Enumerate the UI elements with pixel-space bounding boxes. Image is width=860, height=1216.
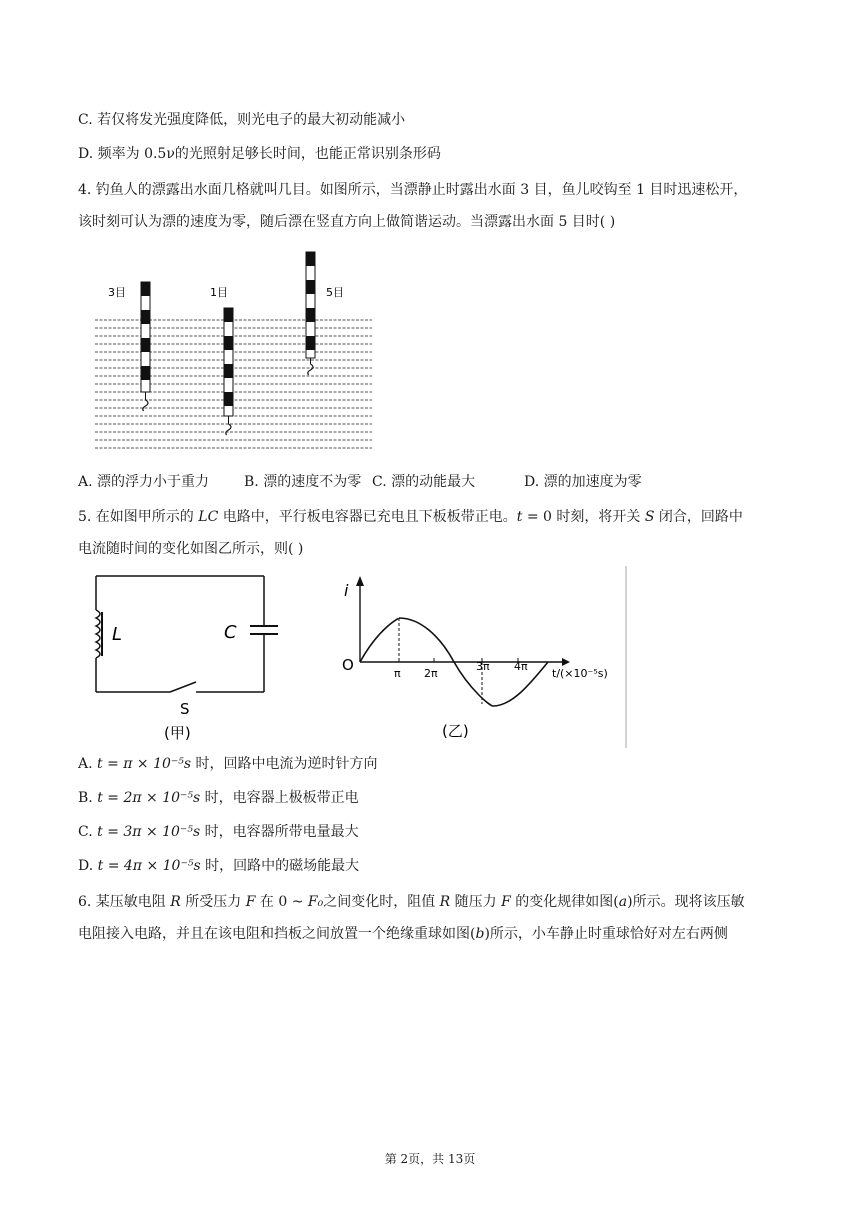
float-3-mu [141, 282, 150, 411]
q5-option-b: B. t = 2π × 10⁻⁵s 时，电容器上极板带正电 [78, 790, 359, 806]
q5-stem-line2: 电流随时间的变化如图乙所示，则( ) [78, 541, 304, 557]
float-1-mu [224, 308, 233, 435]
q4-option-c: C. 漂的动能最大 [372, 474, 476, 490]
q5-circuit-jia [88, 568, 288, 748]
q5-stem-line1: 5. 在如图甲所示的 LC 电路中，平行板电容器已充电且下板板带正电。t = 0 时刻，将开关 S 闭合，回路中 [78, 509, 743, 525]
q4-option-b: B. 漂的速度不为零 [244, 474, 362, 490]
q5-option-a: A. t = π × 10⁻⁵s 时，回路中电流为逆时针方向 [78, 756, 378, 772]
q3-option-c: C. 若仅将发光强度降低，则光电子的最大初动能减小 [78, 112, 406, 128]
inductor-coil [96, 610, 100, 658]
label-3-mu: 3目 [108, 286, 126, 299]
q4-option-a: A. 漂的浮力小于重力 [78, 474, 210, 490]
inductor-label: L [112, 624, 123, 645]
origin-label: O [342, 656, 354, 674]
q4-stem-line2: 该时刻可认为漂的速度为零，随后漂在竖直方向上做简谐运动。当漂露出水面 5 目时( ) [78, 214, 616, 230]
caption-yi: (乙) [442, 722, 469, 740]
tick-4pi: 4π [514, 660, 528, 673]
float-5-mu [306, 252, 315, 375]
caption-jia: (甲) [164, 724, 191, 742]
tick-3pi: 3π [476, 660, 490, 673]
switch-label: S [180, 700, 190, 718]
capacitor-label: C [224, 622, 237, 643]
i-axis-label: i [344, 581, 349, 600]
tick-pi: π [394, 667, 401, 680]
q5-option-c: C. t = 3π × 10⁻⁵s 时，电容器所带电量最大 [78, 824, 359, 840]
q4-stem-line1: 4. 钓鱼人的漂露出水面几格就叫几目。如图所示，当漂静止时露出水面 3 目，鱼儿咬钩至 1 目时迅速松开， [78, 182, 748, 198]
t-axis-label: t/(×10⁻⁵s) [552, 667, 608, 680]
label-5-mu: 5目 [326, 286, 344, 299]
switch-blade [170, 682, 196, 692]
q5-option-d: D. t = 4π × 10⁻⁵s 时，回路中的磁场能最大 [78, 858, 360, 874]
q4-option-d: D. 漂的加速度为零 [524, 474, 642, 490]
label-1-mu: 1目 [210, 286, 228, 299]
q5-current-graph-yi [330, 566, 630, 748]
page-footer: 第 2页，共 13页 [384, 1152, 476, 1166]
q3-option-d: D. 频率为 0.5ν的光照射足够长时间，也能正常识别条形码 [78, 146, 441, 162]
tick-2pi: 2π [424, 667, 438, 680]
q6-stem-line1: 6. 某压敏电阻 R 所受压力 F 在 0 ~ F₀之间变化时，阻值 R 随压力 F 的变化规律如图(a)所示。现将该压敏 [78, 894, 745, 910]
q4-float-figure [90, 248, 380, 458]
q6-stem-line2: 电阻接入电路，并且在该电阻和挡板之间放置一个绝缘重球如图(b)所示，小车静止时重球恰好对左右两侧 [78, 926, 728, 942]
